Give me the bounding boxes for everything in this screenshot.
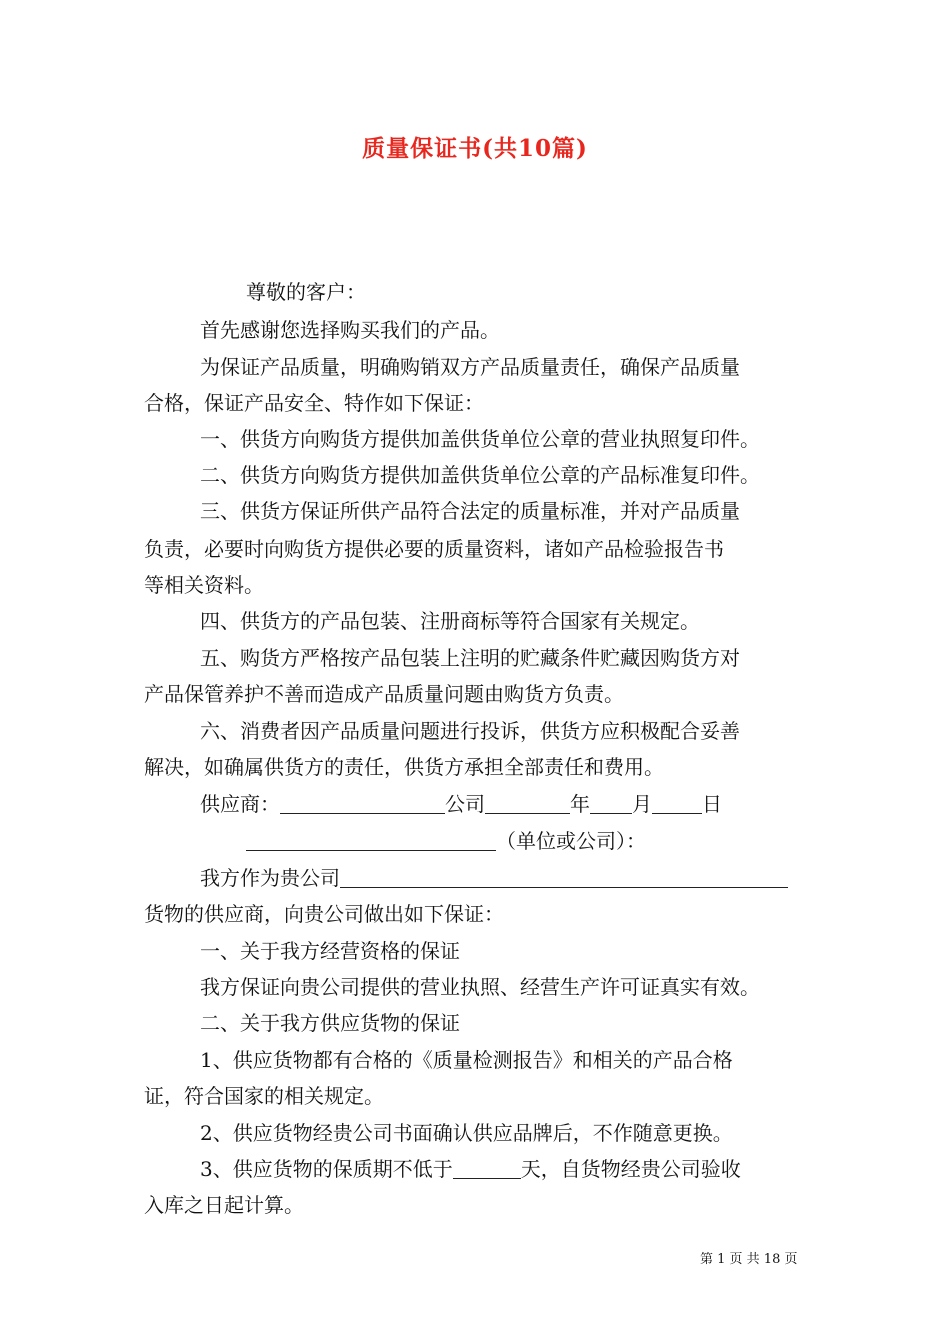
salutation: 尊敬的客户： [246,280,366,304]
clause-4: 四、供货方的产品包装、注册商标等符合国家有关规定。 [200,609,700,633]
supplier-name-blank[interactable] [280,793,445,814]
page-number: 第 1 页 共 18 页 [700,1252,798,1267]
our-side-line [200,866,788,890]
paragraph-line: 负责，必要时向购货方提供必要的质量资料，诸如产品检验报告书 [144,537,724,561]
paragraph-line: 货物的供应商，向贵公司做出如下保证： [144,902,504,926]
paragraph-line: 入库之日起计算。 [144,1193,304,1217]
paragraph-line: 合格，保证产品安全、特作如下保证： [144,391,484,415]
supplier-signature-line [200,792,722,816]
item-3 [200,1157,741,1181]
year-label: 年 [570,792,590,816]
recipient-label: （单位或公司）： [496,829,646,853]
recipient-line [246,829,646,853]
paragraph-line: 首先感谢您选择购买我们的产品。 [200,318,500,342]
supplier-label: 供应商： [200,792,280,816]
paragraph-line: 证，符合国家的相关规定。 [144,1084,384,1108]
paragraph-line: 我方保证向贵公司提供的营业执照、经营生产许可证真实有效。 [200,975,760,999]
month-blank[interactable] [590,793,632,814]
our-side-label: 我方作为贵公司 [200,866,340,890]
paragraph-line: 等相关资料。 [144,573,264,597]
day-blank[interactable] [652,793,702,814]
days-blank[interactable] [453,1158,521,1179]
clause-3: 三、供货方保证所供产品符合法定的质量标准，并对产品质量 [200,499,740,523]
clause-2: 二、供货方向购货方提供加盖供货单位公章的产品标准复印件。 [200,463,760,487]
paragraph-line: 解决，如确属供货方的责任，供货方承担全部责任和费用。 [144,755,664,779]
goods-blank[interactable] [340,867,788,888]
item-1: 1、供应货物都有合格的《质量检测报告》和相关的产品合格 [200,1048,733,1072]
month-label: 月 [632,792,652,816]
document-title: 质量保证书(共10篇) [362,135,588,162]
section-heading-1: 一、关于我方经营资格的保证 [200,939,460,963]
section-heading-2: 二、关于我方供应货物的保证 [200,1011,460,1035]
clause-1: 一、供货方向购货方提供加盖供货单位公章的营业执照复印件。 [200,427,760,451]
shelf-life-tail: 天，自货物经贵公司验收 [520,1157,741,1181]
company-label: 公司 [445,792,485,816]
item-2: 2、供应货物经贵公司书面确认供应品牌后，不作随意更换。 [200,1121,733,1145]
paragraph-line: 产品保管养护不善而造成产品质量问题由购货方负责。 [144,682,624,706]
recipient-blank[interactable] [246,830,496,851]
day-label: 日 [702,792,722,816]
clause-6: 六、消费者因产品质量问题进行投诉，供货方应积极配合妥善 [200,719,740,743]
shelf-life-label: 3、供应货物的保质期不低于 [200,1157,453,1181]
clause-5: 五、购货方严格按产品包装上注明的贮藏条件贮藏因购货方对 [200,646,740,670]
paragraph-line: 为保证产品质量，明确购销双方产品质量责任，确保产品质量 [200,355,740,379]
year-blank[interactable] [485,793,570,814]
